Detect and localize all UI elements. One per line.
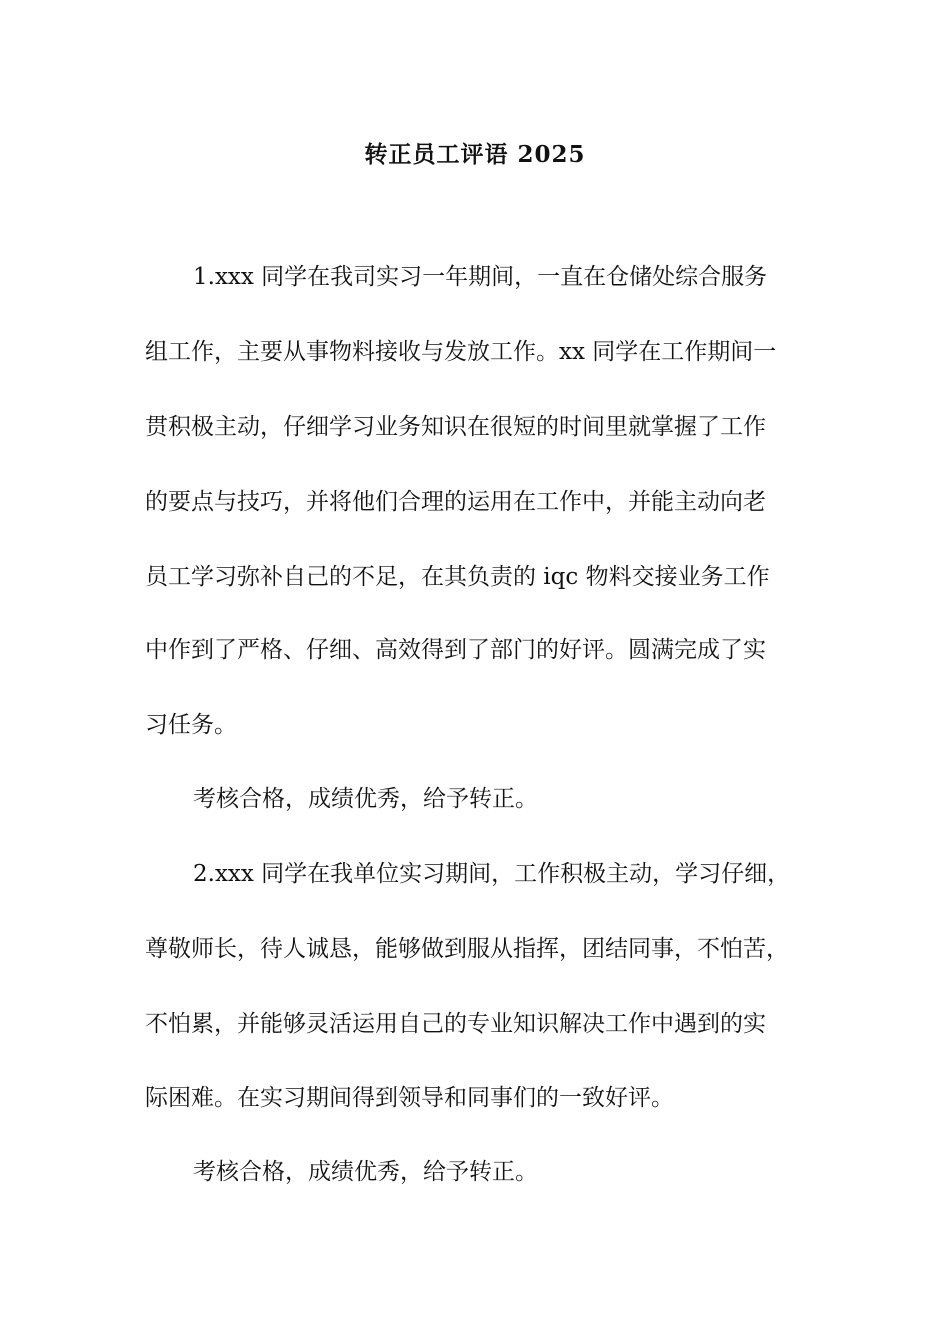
assessment-1: 考核合格，成绩优秀，给予转正。 (193, 786, 538, 812)
document-title: 转正员工评语 2025 (364, 141, 586, 168)
assessment-2: 考核合格，成绩优秀，给予转正。 (193, 1159, 538, 1185)
paragraph-2-line-2: 尊敬师长，待人诚恳，能够做到服从指挥，团结同事，不怕苦， (145, 936, 789, 962)
paragraph-1-line-4: 的要点与技巧，并将他们合理的运用在工作中，并能主动向老 (145, 489, 766, 515)
paragraph-1-line-1: 1.xxx 同学在我司实习一年期间，一直在仓储处综合服务 (193, 264, 768, 290)
paragraph-2-line-1: 2.xxx 同学在我单位实习期间，工作积极主动，学习仔细， (193, 861, 791, 887)
paragraph-1-line-3: 贯积极主动，仔细学习业务知识在很短的时间里就掌握了工作 (145, 414, 766, 440)
paragraph-2-line-3: 不怕累，并能够灵活运用自己的专业知识解决工作中遇到的实 (145, 1011, 766, 1037)
paragraph-1-line-5: 员工学习弥补自己的不足，在其负责的 iqc 物料交接业务工作 (145, 564, 770, 590)
paragraph-1-line-6: 中作到了严格、仔细、高效得到了部门的好评。圆满完成了实 (145, 637, 766, 663)
paragraph-1-line-2: 组工作，主要从事物料接收与发放工作。xx 同学在工作期间一 (145, 339, 777, 365)
paragraph-2-line-4: 际困难。在实习期间得到领导和同事们的一致好评。 (145, 1085, 674, 1111)
paragraph-1-line-7: 习任务。 (145, 712, 237, 738)
